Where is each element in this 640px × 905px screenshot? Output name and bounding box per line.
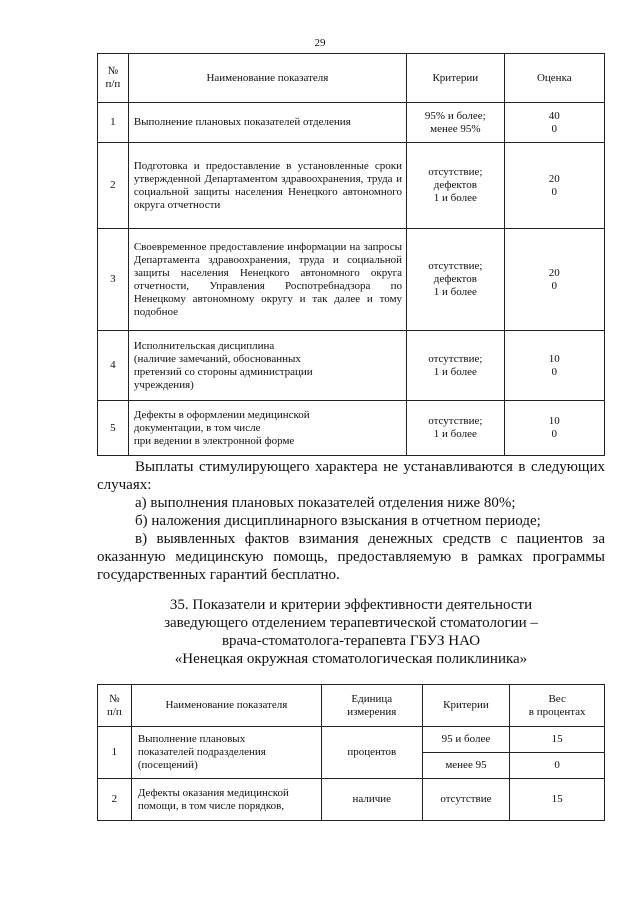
table-row xyxy=(98,727,605,753)
criteria-table-2 xyxy=(97,684,605,821)
row-name: Выполнение плановых показателей отделения xyxy=(128,103,406,143)
table-row xyxy=(98,401,605,456)
table-header-row xyxy=(98,54,605,103)
row-name: Своевременное предоставление информации на запросы Департамента здравоохранения, труда и социальной защиты населения Ненецкого автономного округа отчетности, Управления Роспотребнадзора по Ненецкому автономному округу и так далее и тому подобное xyxy=(128,229,406,331)
row-name: Дефекты в оформлении медицинской документации, в том числе при ведении в электронной форме xyxy=(128,401,406,456)
row-num: 2 xyxy=(98,143,129,229)
paragraph-b: б) наложения дисциплинарного взыскания в отчетном периоде; xyxy=(135,513,541,529)
header-score: Оценка xyxy=(504,54,604,103)
heading-line-1: 35. Показатели и критерии эффективности деятельности xyxy=(169,597,533,613)
heading-line-2: заведующего отделением терапевтической стоматологии – xyxy=(164,615,538,631)
row-num: 3 xyxy=(98,229,129,331)
row-criteria: менее 95 xyxy=(422,753,510,779)
row-num: 4 xyxy=(98,331,129,401)
header-criteria: Критерии xyxy=(407,54,505,103)
exceptions-text xyxy=(97,458,605,584)
row-criteria: 95% и более; менее 95% xyxy=(407,103,505,143)
row-unit: процентов xyxy=(321,727,422,779)
page-number: 29 xyxy=(314,37,326,49)
row-criteria: отсутствие; 1 и более xyxy=(407,401,505,456)
row-score: 20 0 xyxy=(504,229,604,331)
header-num: № п/п xyxy=(98,54,129,103)
row-score: 10 0 xyxy=(504,401,604,456)
row-weight: 15 xyxy=(510,779,605,821)
row-criteria: отсутствие; дефектов 1 и более xyxy=(407,143,505,229)
table-row xyxy=(98,779,605,821)
table-row xyxy=(98,331,605,401)
paragraph-intro: Выплаты стимулирующего характера не устанавливаются в следующих случаях: xyxy=(97,459,605,493)
row-criteria: отсутствие; дефектов 1 и более xyxy=(407,229,505,331)
row-criteria: 95 и более xyxy=(422,727,510,753)
row-num: 1 xyxy=(98,103,129,143)
row-name: Выполнение плановых показателей подразделения (посещений) xyxy=(131,727,321,779)
row-criteria: отсутствие xyxy=(422,779,510,821)
criteria-table-1 xyxy=(97,53,605,456)
row-weight: 15 xyxy=(510,727,605,753)
section-heading xyxy=(97,596,605,668)
row-score: 10 0 xyxy=(504,331,604,401)
paragraph-a: а) выполнения плановых показателей отделения ниже 80%; xyxy=(135,495,516,511)
row-weight: 0 xyxy=(510,753,605,779)
heading-line-4: «Ненецкая окружная стоматологическая поликлиника» xyxy=(174,651,528,667)
table-row xyxy=(98,143,605,229)
table-row xyxy=(98,229,605,331)
row-name: Исполнительская дисциплина (наличие замечаний, обоснованных претензий со стороны администрации учреждения) xyxy=(128,331,406,401)
header-unit: Единица измерения xyxy=(321,685,422,727)
header-name: Наименование показателя xyxy=(131,685,321,727)
header-criteria: Критерии xyxy=(422,685,510,727)
row-name: Подготовка и предоставление в установленные сроки утвержденной Департаментом здравоохранения, труда и социальной защиты населения Ненецкого автономного округа отчетности xyxy=(128,143,406,229)
heading-line-3: врача-стоматолога-терапевта ГБУЗ НАО xyxy=(221,633,481,649)
row-num: 5 xyxy=(98,401,129,456)
row-unit: наличие xyxy=(321,779,422,821)
row-num: 2 xyxy=(98,779,132,821)
row-num: 1 xyxy=(98,727,132,779)
row-score: 20 0 xyxy=(504,143,604,229)
table-row xyxy=(98,103,605,143)
paragraph-c: в) выявленных фактов взимания денежных средств с пациентов за оказанную медицинскую помощь, предоставляемую в рамках программы государственных гарантий бесплатно. xyxy=(97,531,605,583)
header-num: № п/п xyxy=(98,685,132,727)
header-name: Наименование показателя xyxy=(128,54,406,103)
row-score: 40 0 xyxy=(504,103,604,143)
row-name: Дефекты оказания медицинской помощи, в том числе порядков, xyxy=(131,779,321,821)
header-weight: Вес в процентах xyxy=(510,685,605,727)
table-header-row xyxy=(98,685,605,727)
row-criteria: отсутствие; 1 и более xyxy=(407,331,505,401)
